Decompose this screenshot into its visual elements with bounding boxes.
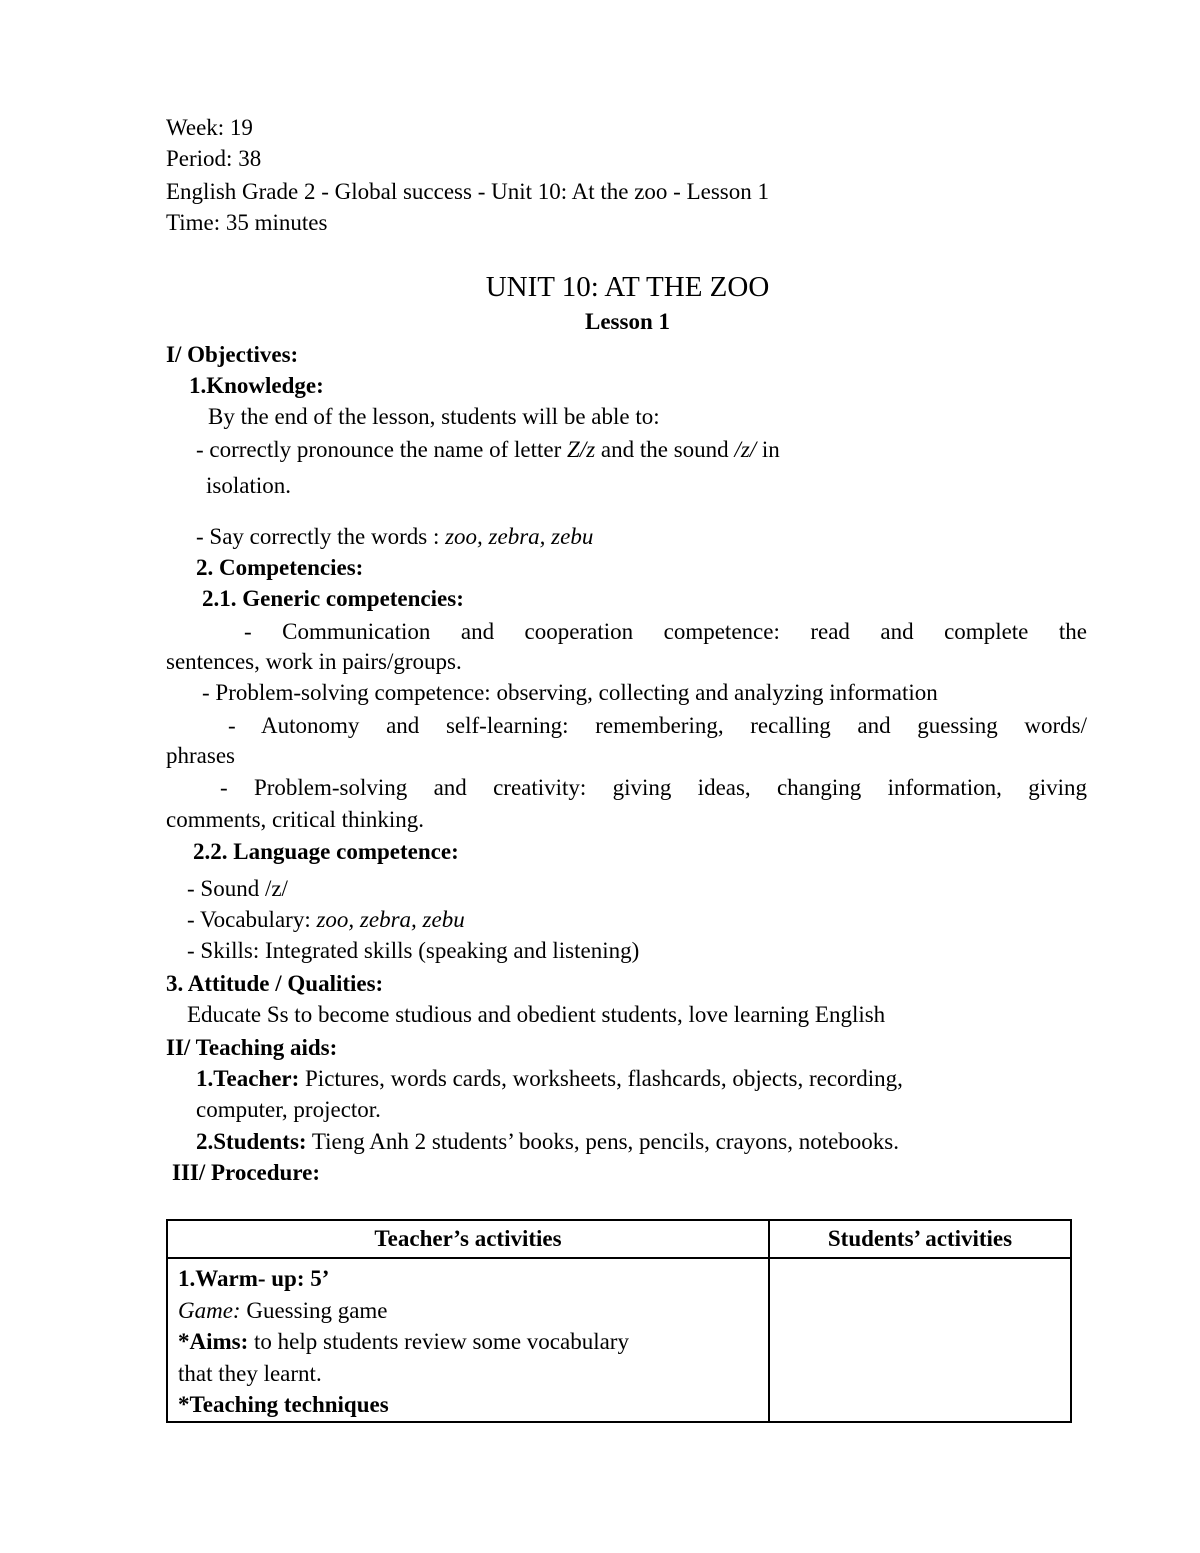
lesson-subtitle: Lesson 1 xyxy=(585,309,670,334)
teacher-label: 1.Teacher: xyxy=(196,1066,300,1091)
knowledge-heading: 1.Knowledge: xyxy=(189,373,324,398)
competency-item-creativity-cont: comments, critical thinking. xyxy=(166,807,425,832)
teaching-techniques-heading: *Teaching techniques xyxy=(178,1392,389,1417)
text-segment: - correctly pronounce the name of letter xyxy=(196,437,568,462)
competency-item-communication: - Communication and cooperation competence: read and complete the xyxy=(244,619,1087,644)
students-activities-cell xyxy=(769,1258,1071,1422)
attitude-heading: 3. Attitude / Qualities: xyxy=(166,971,384,996)
knowledge-item-words xyxy=(196,522,593,552)
knowledge-item-pronounce-cont: isolation. xyxy=(206,473,291,498)
language-competence-heading: 2.2. Language competence: xyxy=(193,839,459,864)
table-header-row xyxy=(167,1220,1071,1258)
teaching-aids-heading: II/ Teaching aids: xyxy=(166,1035,338,1060)
game-text: Guessing game xyxy=(240,1297,388,1323)
language-item-vocabulary xyxy=(187,905,465,935)
procedure-heading: III/ Procedure: xyxy=(172,1160,320,1185)
students-activities-header: Students’ activities xyxy=(769,1220,1071,1258)
sound-z: /z/ xyxy=(734,437,757,462)
competency-item-autonomy-cont: phrases xyxy=(166,743,235,768)
warmup-heading: 1.Warm- up: 5’ xyxy=(178,1266,330,1291)
time-line: Time: 35 minutes xyxy=(166,210,328,235)
generic-competencies-heading: 2.1. Generic competencies: xyxy=(202,586,464,611)
table-row xyxy=(167,1258,1071,1422)
language-item-sound: - Sound /z/ xyxy=(187,876,288,901)
teacher-aids-cont: computer, projector. xyxy=(196,1097,381,1122)
language-item-skills: - Skills: Integrated skills (speaking and listening) xyxy=(187,938,640,963)
game-label: Game: xyxy=(178,1297,241,1323)
course-line: English Grade 2 - Global success - Unit 10: At the zoo - Lesson 1 xyxy=(166,179,769,204)
week-line: Week: 19 xyxy=(166,115,253,140)
objectives-heading: I/ Objectives: xyxy=(166,342,299,367)
letter-zz: Z/z xyxy=(567,437,596,462)
students-aids-line xyxy=(196,1127,899,1157)
students-aids-text: Tieng Anh 2 students’ books, pens, pencils, crayons, notebooks. xyxy=(306,1129,900,1154)
students-label: 2.Students: xyxy=(196,1129,307,1154)
page-title: UNIT 10: AT THE ZOO xyxy=(485,271,770,303)
teacher-aids-line xyxy=(196,1064,903,1094)
text-segment: and the sound xyxy=(595,437,735,462)
competency-item-creativity: - Problem-solving and creativity: giving ideas, changing information, giving xyxy=(220,775,1087,800)
game-line xyxy=(178,1295,758,1327)
text-segment: in xyxy=(756,437,780,462)
teacher-aids-text: Pictures, words cards, worksheets, flashcards, objects, recording, xyxy=(299,1066,903,1091)
procedure-table xyxy=(166,1219,1072,1423)
period-line: Period: 38 xyxy=(166,146,262,171)
teacher-activities-header: Teacher’s activities xyxy=(167,1220,769,1258)
vocabulary-words: zoo, zebra, zebu xyxy=(316,907,465,932)
aims-cont: that they learnt. xyxy=(178,1360,322,1386)
competency-item-communication-cont: sentences, work in pairs/groups. xyxy=(166,649,462,674)
text-segment: - Say correctly the words : xyxy=(196,524,446,549)
aims-text: to help students review some vocabulary xyxy=(248,1329,629,1354)
knowledge-intro: By the end of the lesson, students will be able to: xyxy=(208,404,660,429)
competencies-heading: 2. Competencies: xyxy=(196,555,364,580)
competency-item-autonomy: - Autonomy and self-learning: remembering, recalling and guessing words/ xyxy=(228,713,1087,738)
text-segment: - Vocabulary: xyxy=(187,907,317,932)
knowledge-item-pronounce xyxy=(196,435,780,465)
aims-label: *Aims: xyxy=(178,1329,249,1354)
competency-item-problem-solving: - Problem-solving competence: observing, collecting and analyzing information xyxy=(202,680,938,705)
words-list: zoo, zebra, zebu xyxy=(445,524,594,549)
teacher-activities-cell xyxy=(167,1258,769,1422)
aims-line xyxy=(178,1326,758,1358)
attitude-text: Educate Ss to become studious and obedient students, love learning English xyxy=(187,1002,886,1027)
